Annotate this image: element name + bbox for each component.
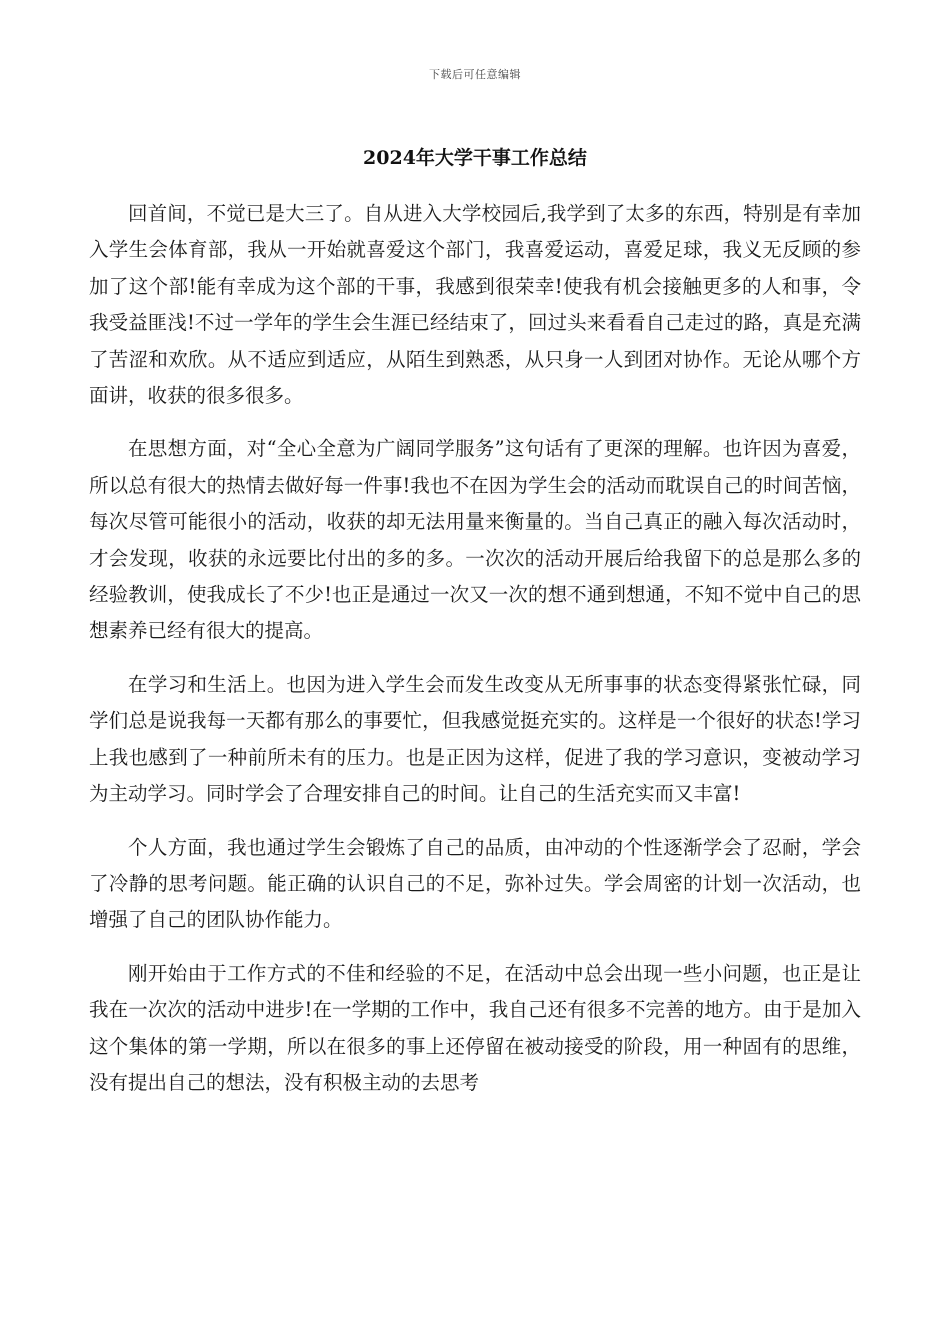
paragraph-5: 刚开始由于工作方式的不佳和经验的不足，在活动中总会出现一些小问题，也正是让我在一次次的活动中进步!在一学期的工作中，我自己还有很多不完善的地方。由于是加入这个集体的第一学期，所以在很多的事上还停留在被动接受的阶段，用一种固有的思维，没有提出自己的想法，没有积极主动的去思考 [89,961,861,1094]
paragraph-1: 回首间，不觉已是大三了。自从进入大学校园后,我学到了太多的东西，特别是有幸加入学生会体育部，我从一开始就喜爱这个部门，我喜爱运动，喜爱足球，我义无反顾的参加了这个部!能有幸成为这个部的干事，我感到很荣幸!使我有机会接触更多的人和事，令我受益匪浅!不过一学年的学生会生涯已经结束了，回过头来看看自己走过的路，真是充满了苦涩和欢欣。从不适应到适应，从陌生到熟悉，从只身一人到团对协作。无论从哪个方面讲，收获的很多很多。 [89,202,861,408]
document-body [89,196,861,1118]
document-title: 2024年大学干事工作总结 [363,147,587,169]
paragraph-4: 个人方面，我也通过学生会锻炼了自己的品质，由冲动的个性逐渐学会了忍耐，学会了冷静的思考问题。能正确的认识自己的不足，弥补过失。学会周密的计划一次活动，也增强了自己的团队协作能力。 [89,835,861,932]
paragraph-2: 在思想方面，对“全心全意为广阔同学服务”这句话有了更深的理解。也许因为喜爱，所以总有很大的热情去做好每一件事!我也不在因为学生会的活动而耽误自己的时间苦恼，每次尽管可能很小的活动，收获的却无法用量来衡量的。当自己真正的融入每次活动时，才会发现，收获的永远要比付出的多的多。一次次的活动开展后给我留下的总是那么多的经验教训，使我成长了不少!也正是通过一次又一次的想不通到想通，不知不觉中自己的思想素养已经有很大的提高。 [89,437,861,643]
header-note: 下载后可任意编辑 [429,68,521,81]
paragraph-3: 在学习和生活上。也因为进入学生会而发生改变从无所事事的状态变得紧张忙碌，同学们总是说我每一天都有那么的事要忙，但我感觉挺充实的。这样是一个很好的状态!学习上我也感到了一种前所未有的压力。也是正因为这样，促进了我的学习意识，变被动学习为主动学习。同时学会了合理安排自己的时间。让自己的生活充实而又丰富! [89,672,861,806]
